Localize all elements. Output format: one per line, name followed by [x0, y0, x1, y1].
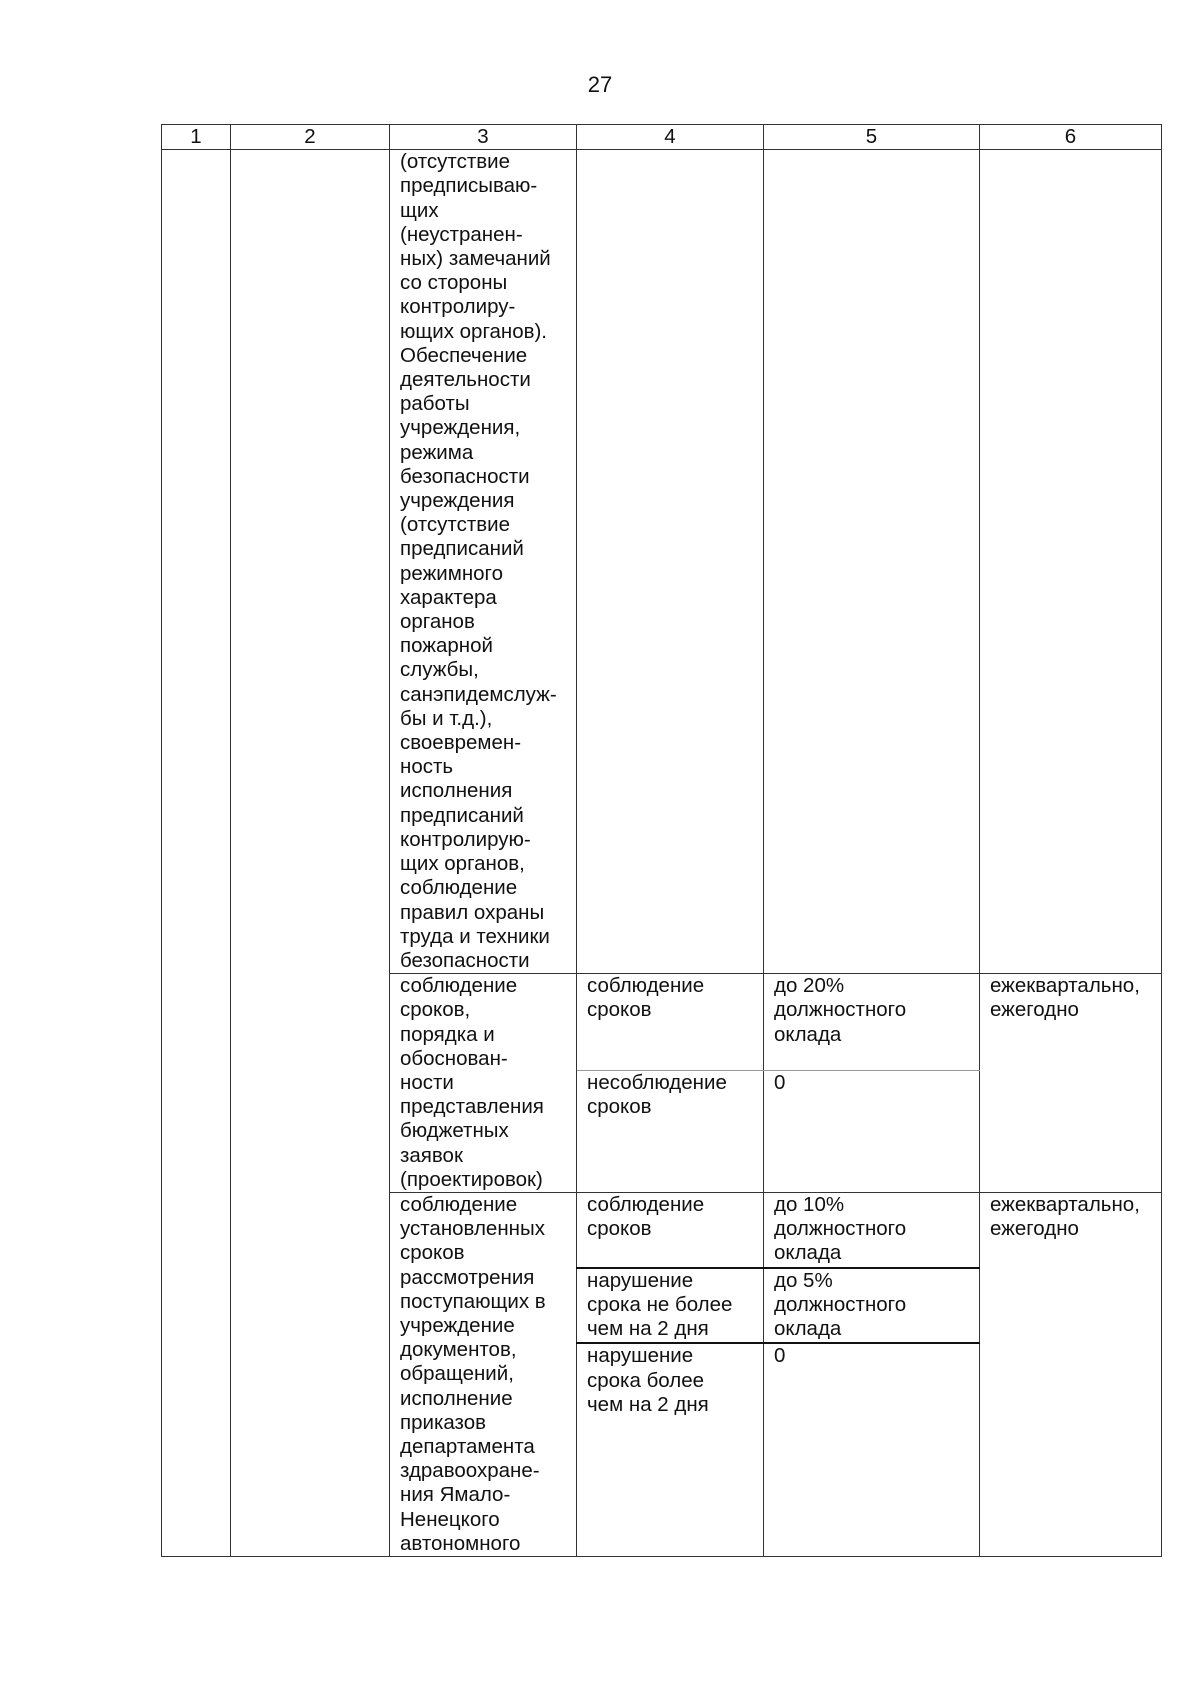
condition-text: соблюдение сроков: [577, 974, 764, 1071]
cell-col2: [231, 150, 390, 1557]
periodicity-text: ежеквартально, ежегодно: [980, 974, 1162, 1193]
periodicity-text: ежеквартально, ежегодно: [980, 1192, 1162, 1556]
column-header-2: 2: [231, 125, 390, 150]
table-row: [162, 150, 1162, 974]
column-header-1: 1: [162, 125, 231, 150]
page-number: 27: [587, 72, 613, 97]
criteria-table: [161, 124, 1162, 1557]
column-header-3: 3: [390, 125, 577, 150]
condition-text: несоблюдение сроков: [577, 1071, 764, 1193]
payment-amount: до 5% должностного оклада: [764, 1268, 980, 1344]
criterion-budget-requests: соблюдение сроков, порядка и обоснован- ности представления бюджетных заявок (проектировок): [390, 974, 577, 1193]
column-header-6: 6: [980, 125, 1162, 150]
cell-col4-empty: [577, 150, 764, 974]
payment-amount: до 20% должностного оклада: [764, 974, 980, 1071]
condition-text: соблюдение сроков: [577, 1192, 764, 1267]
column-header-5: 5: [764, 125, 980, 150]
criterion-text-continued: (отсутствие предписываю- щих (неустранен- ных) замечаний со стороны контролиру- ющих органов). Обеспечение деятельности работы учреждения, режима безопасности учреждения (отсутствие предписаний режимного характера органов пожарной службы, санэпидемслуж- бы и т.д.), своевремен- ность исполнения предписаний контролирую- щих органов, соблюдение правил охраны труда и техники безопасности: [390, 150, 577, 974]
payment-amount: до 10% должностного оклада: [764, 1192, 980, 1267]
condition-text: нарушение срока не более чем на 2 дня: [577, 1268, 764, 1344]
condition-text: нарушение срока более чем на 2 дня: [577, 1343, 764, 1556]
column-header-4: 4: [577, 125, 764, 150]
table-header-row: [162, 125, 1162, 150]
payment-amount: 0: [764, 1071, 980, 1193]
cell-col5-empty: [764, 150, 980, 974]
criterion-document-deadlines: соблюдение установленных сроков рассмотрения поступающих в учреждение документов, обращений, исполнение приказов департамента здравоохране- ния Ямало- Ненецкого автономного: [390, 1192, 577, 1556]
cell-col1: [162, 150, 231, 1557]
payment-amount: 0: [764, 1343, 980, 1556]
cell-col6-empty: [980, 150, 1162, 974]
